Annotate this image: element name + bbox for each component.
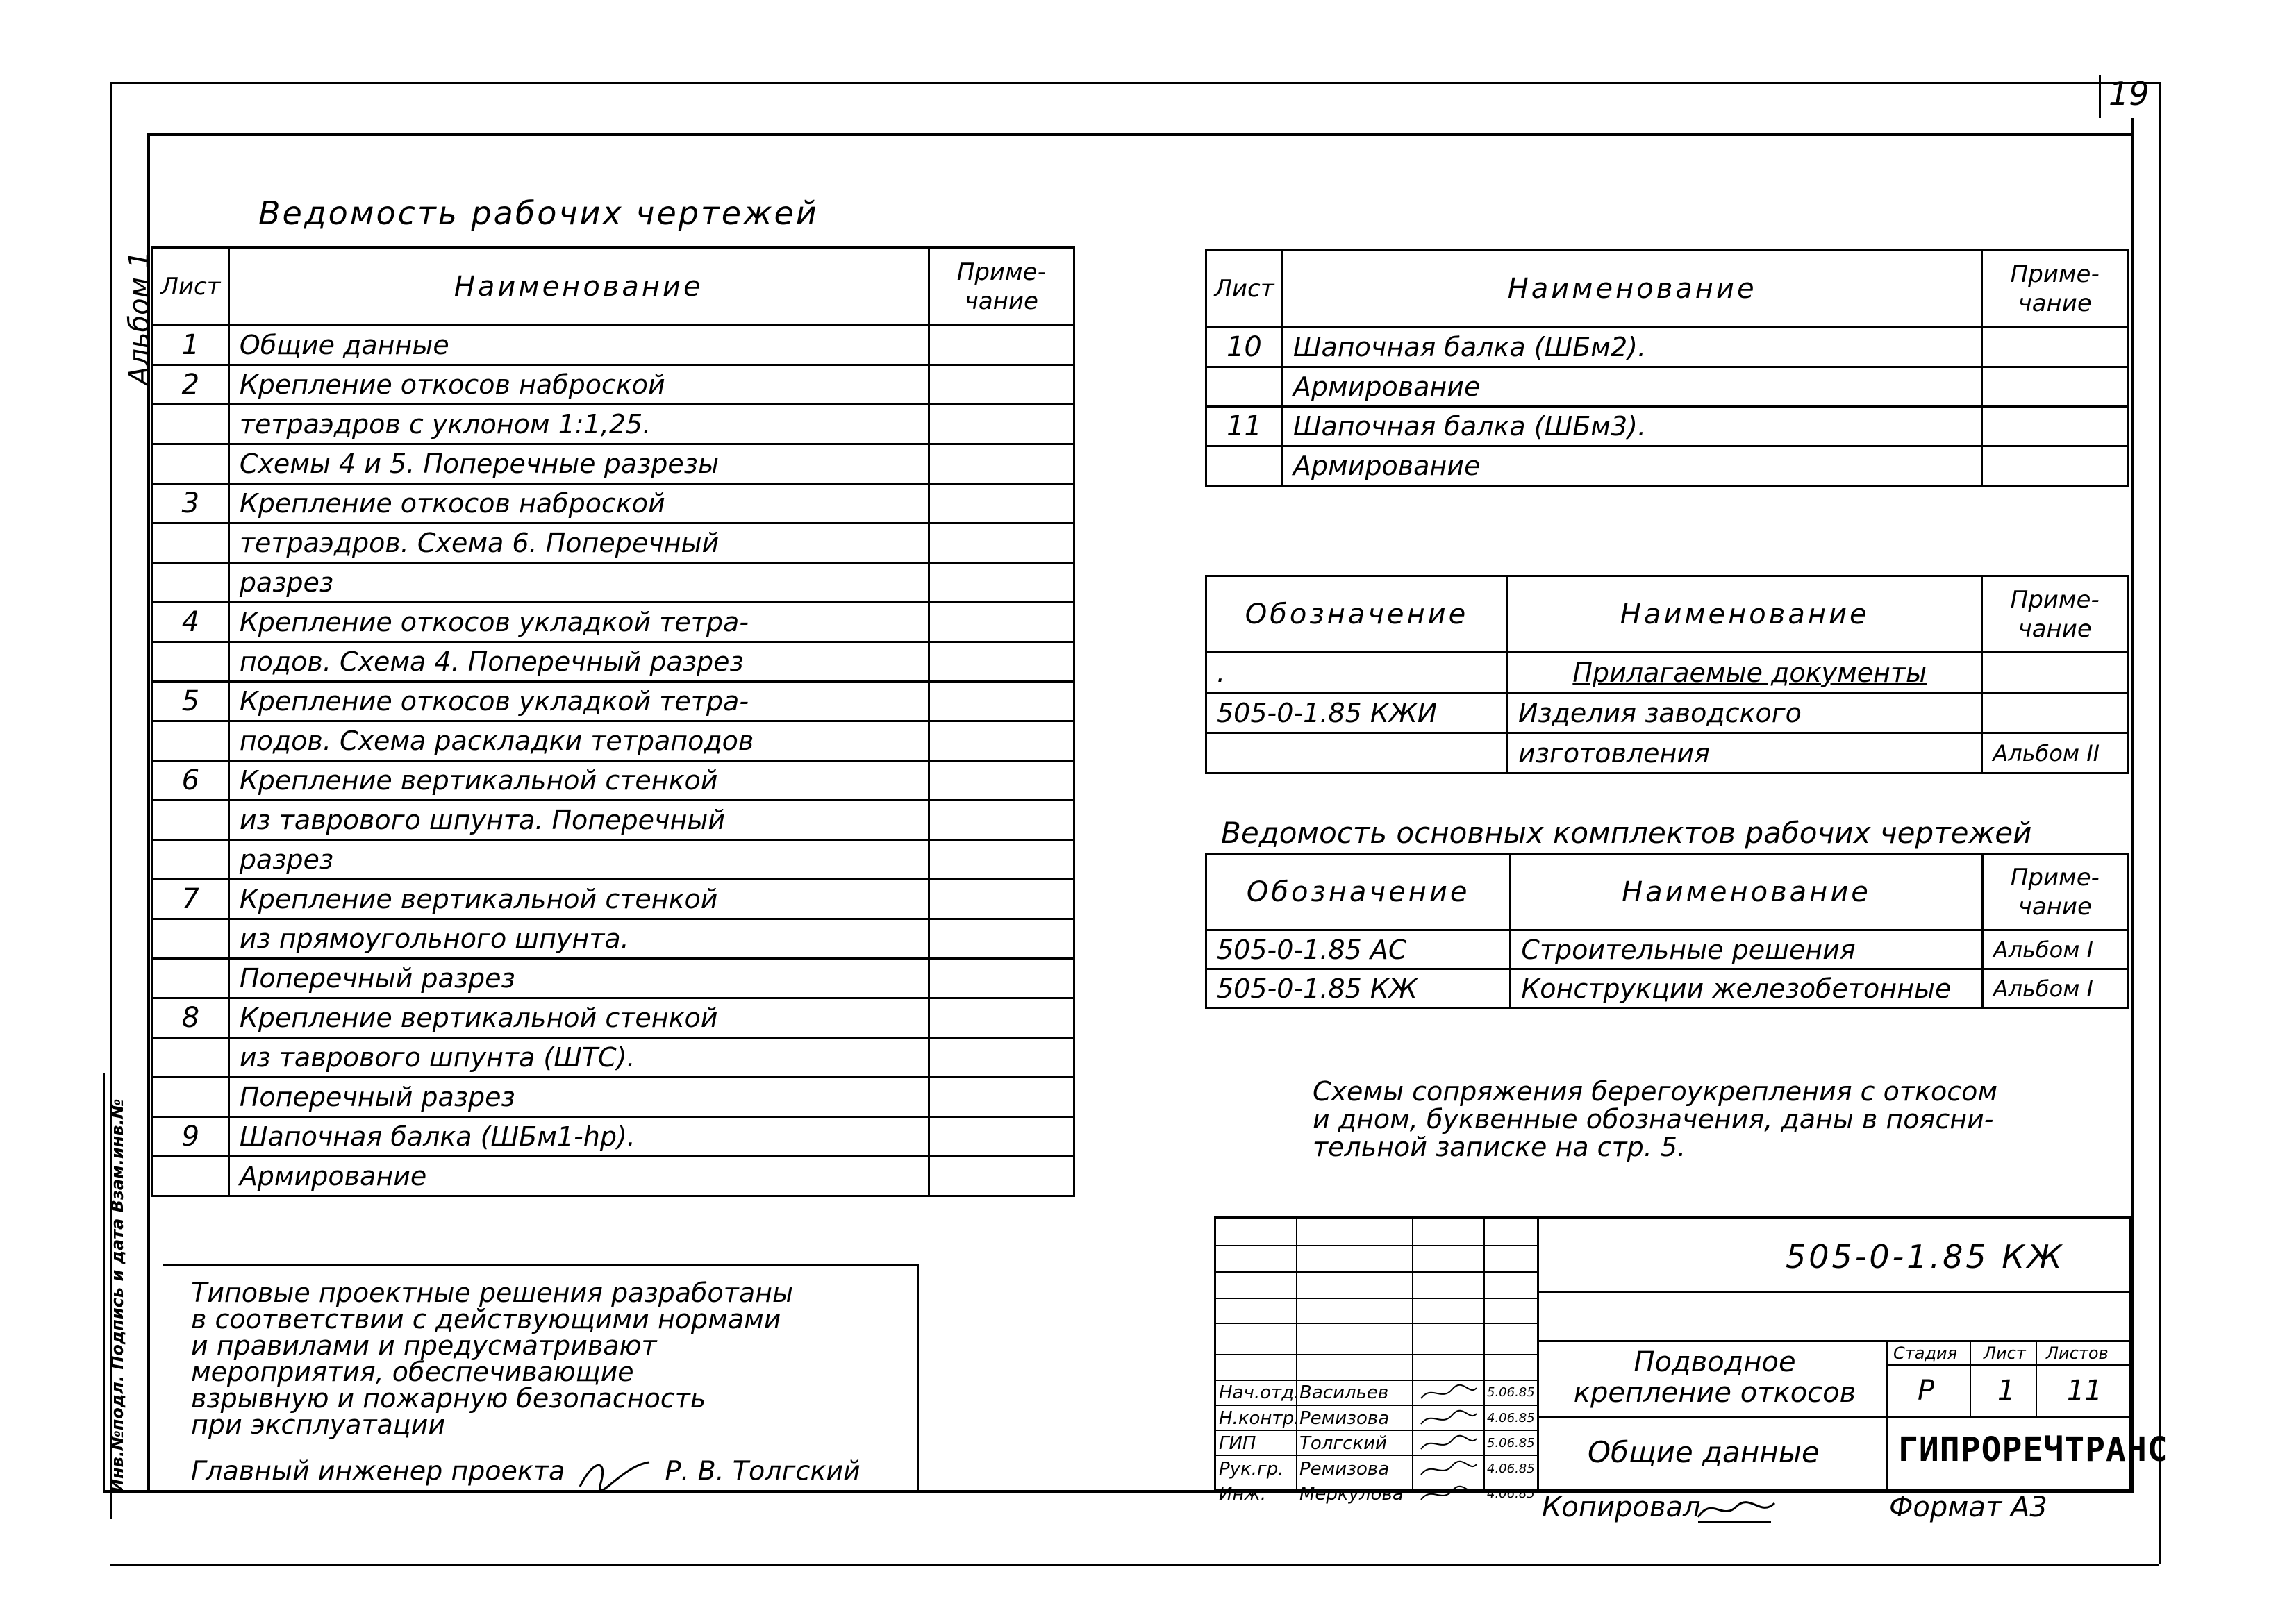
table-row [1206,733,2128,773]
sheet-number-cell: 3 [153,484,229,524]
document-title: Подводное крепление откосов [1573,1346,1856,1409]
role-label: Нач.отд. [1219,1382,1300,1403]
table-row [1206,930,2128,969]
title-row-line [1537,1340,2129,1342]
note-cell [929,761,1074,801]
table-row [153,840,1074,880]
sheet-number-cell [153,1078,229,1117]
title-block [1214,1216,2168,1505]
drawing-name-cell: Поперечный разрез [228,1078,929,1117]
left-header-sheet: Лист [153,248,229,326]
inner-top-line [147,133,2134,136]
drawing-name-cell: подов. Схема раскладки тетраподов [228,721,929,761]
format-label: Формат А3 [1889,1491,2047,1523]
schemes-note-line: Схемы сопряжения берегоукрепления с откосом [1313,1076,1998,1107]
drawing-name-cell: Общие данные [228,326,929,365]
signature-mark [573,1452,656,1493]
drawing-name-cell: разрез [228,840,929,880]
sheet-label: Лист [1984,1343,2026,1363]
table-row [153,365,1074,405]
signature-row [1216,1380,1537,1405]
frame-bottom-line [110,1564,2159,1566]
code-cell: . [1206,653,1508,693]
drawing-name-cell: из прямоугольного шпунта. [228,919,929,959]
main-sets-table [1205,853,2129,1009]
code-row-line [1537,1291,2129,1293]
person-name: Меркулова [1299,1484,1404,1505]
drawing-name-cell: Крепление вертикальной стенкой [228,998,929,1038]
set-name-cell: Строительные решения [1511,930,1982,969]
note-cell [1982,653,2128,693]
standards-note-line: взрывную и пожарную безопасность [191,1383,706,1414]
sheet-number-cell [153,524,229,563]
sheet-number-cell [153,840,229,880]
page-number-box-left [2099,75,2101,118]
note-cell [929,801,1074,840]
signature-mark [1418,1432,1480,1454]
sign-date: 5.06.85 [1487,1436,1535,1450]
sign-date: 5.06.85 [1487,1385,1535,1400]
organization-name: ГИПРОРЕЧТРАНС [1898,1430,2168,1469]
table-row [153,603,1074,642]
grid-row-line [1216,1298,1537,1299]
drawing-name-cell: Шапочная балка (ШБм2). [1282,328,1982,367]
sheet-number-cell: 11 [1206,407,1283,446]
right-header-name: Наименование [1282,250,1982,328]
right-header-note: Приме- чание [1982,250,2128,328]
code-cell: 505-0-1.85 КЖ [1206,969,1511,1008]
code-cell [1206,733,1508,773]
table-row [1206,446,2128,486]
table-row [153,801,1074,840]
drawing-name-cell: тетраэдров с уклоном 1:1,25. [228,405,929,444]
sheet-number-cell: 5 [153,682,229,721]
sheet-number-cell [153,721,229,761]
table-row [1206,407,2128,446]
sheet-number-cell [153,959,229,998]
stage-divider [1970,1340,1971,1416]
drawing-name-cell: Крепление вертикальной стенкой [228,880,929,919]
attached-documents-table [1205,575,2129,774]
sign-date: 4.06.85 [1487,1487,1535,1501]
table-row [1206,367,2128,407]
chief-engineer-label: Главный инженер проекта [191,1455,565,1487]
sheet-number-cell: 1 [153,326,229,365]
drawing-name-cell: Крепление откосов наброской [228,484,929,524]
stage-header-line [1886,1364,2129,1366]
standards-note-line: при эксплуатации [191,1409,446,1440]
table-row [153,1157,1074,1196]
sheet-number-cell: 6 [153,761,229,801]
person-name: Ремизова [1299,1458,1390,1480]
code-cell: 505-0-1.85 АС [1206,930,1511,969]
note-cell [1982,446,2128,486]
note-cell [929,642,1074,682]
left-header-name: Наименование [228,248,929,326]
table-row [153,919,1074,959]
sheet-number-cell: 4 [153,603,229,642]
sheet-value: 1 [1997,1375,2015,1407]
frame-right-line [2159,82,2161,1564]
note-cell [929,721,1074,761]
role-label: Н.контр. [1219,1407,1300,1429]
chief-engineer-name: Р. В. Толгский [665,1455,861,1487]
table-row [153,405,1074,444]
note-cell: Альбом I [1982,969,2127,1008]
drawing-name-cell: тетраэдров. Схема 6. Поперечный [228,524,929,563]
sets-header-code: Обозначение [1206,854,1511,930]
standards-note-line: в соответствии с действующими нормами [191,1304,781,1334]
note-cell [929,682,1074,721]
drawing-name-cell: Крепление откосов наброской [228,365,929,405]
grid-row-line [1216,1271,1537,1273]
table-row [153,563,1074,603]
sheet-number-cell: 7 [153,880,229,919]
drawing-name-cell: Крепление вертикальной стенкой [228,761,929,801]
stage-value: Р [1918,1375,1935,1407]
signature-row [1216,1481,1537,1506]
left-drawings-table [151,246,1075,1197]
sheet-number-cell [153,444,229,484]
drawing-name-cell: из таврового шпунта (ШТС). [228,1038,929,1078]
sheet-number-cell: 9 [153,1117,229,1157]
sheet-number-cell [153,801,229,840]
table-row [153,444,1074,484]
table-row [153,642,1074,682]
sheet-number-cell [1206,367,1283,407]
sets-header-note: Приме- чание [1982,854,2127,930]
standards-note-line: и правилами и предусматривают [191,1330,657,1361]
note-cell [1982,328,2128,367]
stage-divider [2036,1340,2037,1416]
table-row [153,1078,1074,1117]
set-name-cell: Конструкции железобетонные [1511,969,1982,1008]
grid-row-line [1216,1245,1537,1246]
note-cell [1982,407,2128,446]
sheet-number-cell [153,642,229,682]
sheet-number-cell [153,1038,229,1078]
standards-note-box [163,1264,919,1491]
note-cell [929,959,1074,998]
table-row [153,524,1074,563]
note-cell [929,484,1074,524]
table-row [153,880,1074,919]
signature-row [1216,1430,1537,1455]
sheet-number-cell [153,919,229,959]
drawing-name-cell: Схемы 4 и 5. Поперечные разрезы [228,444,929,484]
main-title: Ведомость рабочих чертежей [258,194,819,232]
sheets-label: Листов [2046,1343,2109,1363]
drawing-name-cell: Армирование [228,1157,929,1196]
note-cell [929,524,1074,563]
table-row [153,484,1074,524]
drawing-name-cell: Крепление откосов укладкой тетра- [228,603,929,642]
note-cell [929,326,1074,365]
schemes-note-line: тельной записке на стр. 5. [1313,1132,1686,1162]
sets-header-name: Наименование [1511,854,1982,930]
note-cell: Альбом I [1982,930,2127,969]
stage-label: Стадия [1893,1343,1958,1363]
drawing-name-cell: Шапочная балка (ШБм1-hр). [228,1117,929,1157]
inner-right-line [2131,118,2134,1493]
table-row [1206,653,2128,693]
table-row [153,998,1074,1038]
note-cell [929,444,1074,484]
person-name: Толгский [1299,1433,1387,1454]
drawing-name-cell: разрез [228,563,929,603]
table-row [153,1117,1074,1157]
sign-date: 4.06.85 [1487,1410,1535,1425]
copied-by-label: Копировал [1542,1491,1701,1523]
docs-header-code: Обозначение [1206,576,1508,653]
sets-title: Ведомость основных комплектов рабочих чертежей [1221,816,2032,850]
page-number: 19 [2109,75,2150,112]
code-cell: 505-0-1.85 КЖИ [1206,693,1508,733]
sheet-number-cell [153,405,229,444]
table-row [153,326,1074,365]
role-label: ГИП [1219,1433,1256,1454]
document-name-cell: изготовления [1507,733,1981,773]
inventory-side-label: Инв.№подл. Подпись и дата Взам.инв.№ [108,1098,127,1493]
signature-mark [1418,1482,1480,1505]
signature-mark [1418,1381,1480,1403]
document-name-cell: Изделия заводского [1507,693,1981,733]
left-header-note: Приме- чание [929,248,1074,326]
note-cell [929,1117,1074,1157]
sheet-number-cell: 8 [153,998,229,1038]
note-cell [929,563,1074,603]
standards-note-line: мероприятия, обеспечивающие [191,1357,634,1387]
person-name: Ремизова [1299,1407,1390,1429]
docs-header-note: Приме- чание [1982,576,2128,653]
sheet-number-cell [153,563,229,603]
document-name-cell: Прилагаемые документы [1507,653,1981,693]
sign-date: 4.06.85 [1487,1461,1535,1476]
album-side-label: Альбом 1 [124,251,156,385]
org-divider [1886,1340,1888,1489]
subtitle-row-line [1537,1416,2129,1418]
note-cell [929,998,1074,1038]
grid-row-line [1216,1354,1537,1355]
note-cell [929,1038,1074,1078]
table-row [1206,328,2128,367]
table-row [153,1038,1074,1078]
signature-mark [1418,1407,1480,1429]
note-cell [929,919,1074,959]
person-name: Васильев [1299,1382,1389,1403]
chief-engineer-line [191,1452,861,1493]
schemes-note [1313,1078,1997,1161]
sheet-number-cell [153,1157,229,1196]
standards-note-line: Типовые проектные решения разработаны [191,1278,793,1308]
note-cell [929,1078,1074,1117]
note-cell [1982,367,2128,407]
drawing-name-cell: Армирование [1282,446,1982,486]
copied-by-signature [1695,1493,1778,1527]
note-cell [929,365,1074,405]
note-cell [929,405,1074,444]
table-row [1206,693,2128,733]
sheet-number-cell: 10 [1206,328,1283,367]
note-cell [929,880,1074,919]
note-cell [929,840,1074,880]
drawing-name-cell: Поперечный разрез [228,959,929,998]
note-cell [929,603,1074,642]
drawing-name-cell: из таврового шпунта. Поперечный [228,801,929,840]
table-row [1206,969,2128,1008]
sheet-number-cell [1206,446,1283,486]
standards-note [191,1280,793,1438]
grid-row-line [1216,1323,1537,1324]
drawing-name-cell: Армирование [1282,367,1982,407]
drawing-name-cell: Шапочная балка (ШБм3). [1282,407,1982,446]
note-cell [929,1157,1074,1196]
signature-mark [1418,1457,1480,1480]
note-cell: Альбом II [1982,733,2128,773]
sheet-number-cell: 2 [153,365,229,405]
document-code: 505-0-1.85 КЖ [1786,1238,2065,1275]
drawing-name-cell: Крепление откосов укладкой тетра- [228,682,929,721]
role-label: Инж. [1219,1484,1267,1505]
document-subtitle: Общие данные [1588,1435,1820,1469]
right-drawings-table [1205,249,2129,487]
role-label: Рук.гр. [1219,1458,1284,1480]
schemes-note-line: и дном, буквенные обозначения, даны в поясни- [1313,1104,1994,1135]
note-cell [1982,693,2128,733]
inventory-strip [103,1073,105,1493]
right-header-sheet: Лист [1206,250,1283,328]
table-row [153,721,1074,761]
table-row [153,959,1074,998]
signature-row [1216,1405,1537,1430]
table-row [153,761,1074,801]
docs-header-name: Наименование [1507,576,1981,653]
drawing-name-cell: подов. Схема 4. Поперечный разрез [228,642,929,682]
table-row [153,682,1074,721]
sheets-value: 11 [2067,1375,2102,1407]
frame-top-line [110,82,2159,84]
signature-row [1216,1456,1537,1481]
